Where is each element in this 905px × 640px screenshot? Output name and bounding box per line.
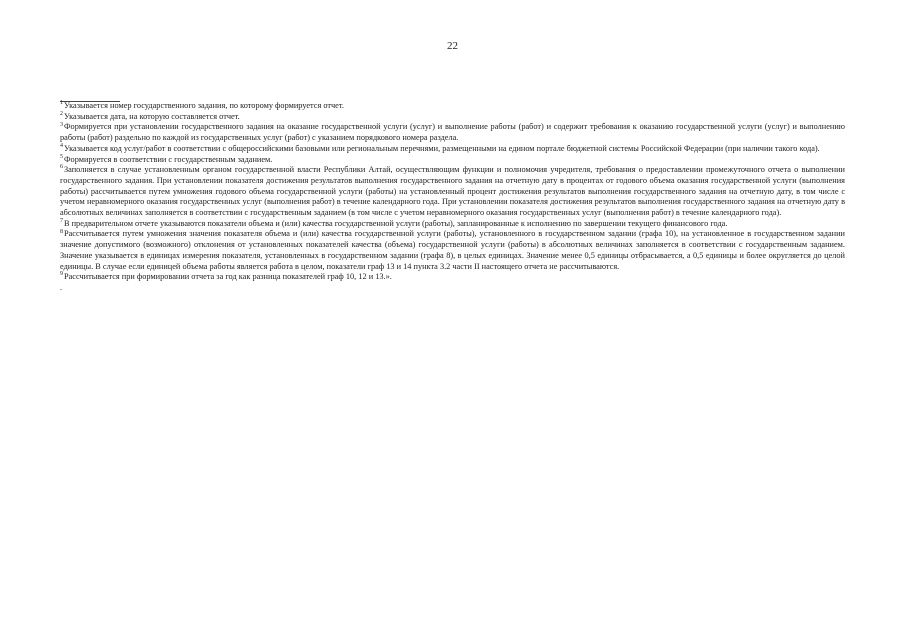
footnote-mark: 2: [60, 110, 63, 117]
footnote-mark: 4: [60, 143, 63, 150]
footnotes-block: [60, 101, 845, 294]
footnote-text: В предварительном отчете указываются показатели объема и (или) качества государственной услуги (работы), запланированные к исполнению по завершении текущего финансового года.: [64, 218, 728, 228]
footnote-5: [60, 155, 845, 166]
footnote-2: [60, 112, 845, 123]
footnote-3: [60, 122, 845, 143]
footnote-8: [60, 229, 845, 272]
page-number: 22: [447, 40, 458, 52]
footnote-text: Указывается дата, на которую составляется отчет.: [64, 111, 240, 121]
footnote-mark: 5: [60, 153, 63, 160]
footnote-text: Рассчитывается путем умножения значения показателя объема и (или) качества государственной услуги (работы), установленного в государственном задании (графа 10), на установленное в государственном задании значение допустимого (возможного) отклонения от установленных показателей качества (объема) государственной услуги (работы) в абсолютных величинах заполняется в соответствии с государственным заданием. Значение указывается в единицах измерения показателя, установленных в государственном задании (графа 8), в целых единицах. Значение менее 0,5 единицы отбрасывается, а 0,5 единицы и более округляется до целой единицы. В случае если единицей объема работы является работа в целом, показатели граф 13 и 14 пункта 3.2 части II настоящего отчета не рассчитываются.: [60, 229, 845, 271]
footnote-mark: 8: [60, 228, 63, 235]
footnote-mark: 7: [60, 217, 63, 224]
footnote-text: Рассчитывается при формировании отчета за год как разница показателей граф 10, 12 и 13.».: [64, 272, 392, 282]
footnote-text: Формируется при установлении государственного задания на оказание государственной услуги (услуг) и выполнение работы (работ) и содержит требования к оказанию государственной услуги (услуг) и выполнению работы (работ) раздельно по каждой из государственных услуг (работ) с указанием порядкового номера раздела.: [60, 122, 845, 143]
footnote-text: Указывается код услуг/работ в соответствии с общероссийскими базовыми или региональным перечнями, размещенными на едином портале бюджетной системы Российской Федерации (при наличии такого кода).: [64, 143, 820, 153]
footnote-4: [60, 144, 845, 155]
footnote-1: [60, 101, 845, 112]
footnote-text: Заполняется в случае установленным органом государственной власти Республики Алтай, осуществляющим функции и полномочия учредителя, требования о предоставлении промежуточного отчета о выполнении государственного задания. При установлении показателя достижения результатов выполнения государственного задания на отчетную дату в процентах от годового объема оказания государственной услуги (выполнения работы) рассчитывается путем умножения годового объема государственной услуги (работы) на установленный процент достижения результатов выполнения государственного задания на отчетную дату, в том числе с учетом неравномерного оказания государственных услуг (выполнения работ) в течение календарного года. При установлении показателя достижения результатов выполнения государственного задания на отчетную дату в абсолютных величинах заполняется в соответствии с государственным заданием (в том числе с учетом неравномерного оказания государственных услуг (выполнения работ) в течение календарного года).: [60, 165, 845, 218]
footnote-9: [60, 272, 845, 283]
footnote-text: Формируется в соответствии с государственным заданием.: [64, 154, 273, 164]
footnote-mark: 1: [60, 100, 63, 107]
footnote-mark: 6: [60, 164, 63, 171]
trailing-mark: .: [60, 282, 63, 292]
footnote-text: Указывается номер государственного задания, по которому формируется отчет.: [64, 101, 344, 110]
footnote-7: [60, 219, 845, 230]
footnote-mark: 3: [60, 121, 63, 128]
footnote-6: [60, 165, 845, 219]
footnote-mark: 9: [60, 271, 63, 278]
